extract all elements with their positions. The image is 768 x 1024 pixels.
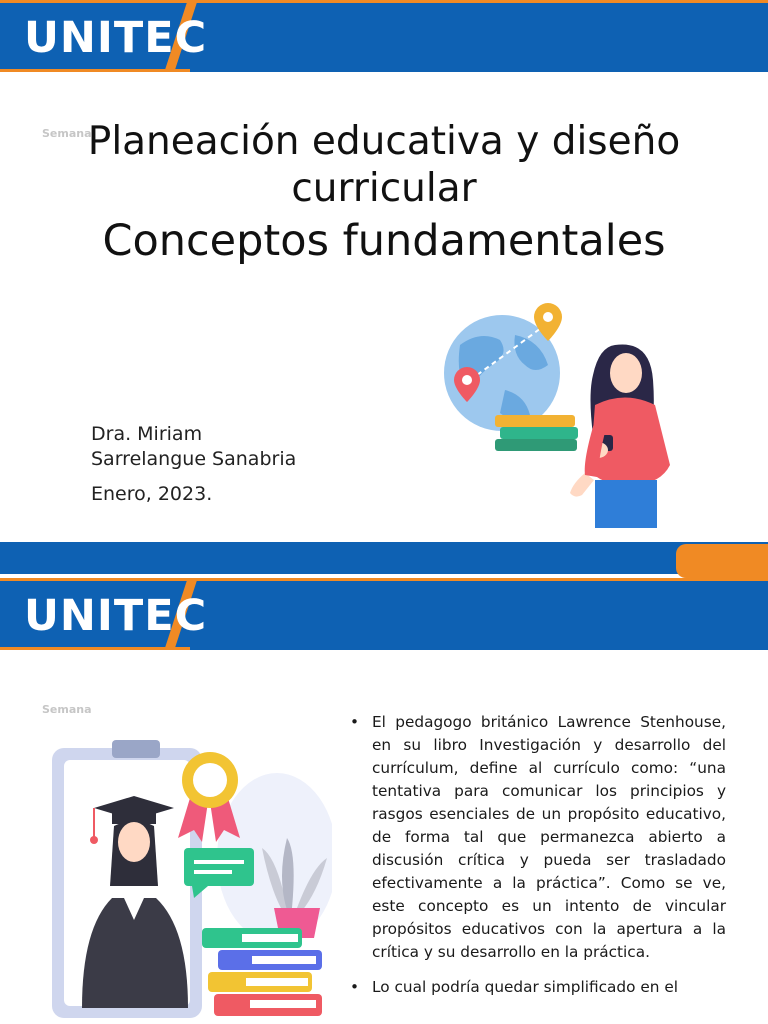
title-line-2: curricular	[291, 166, 477, 211]
presentation-date: Enero, 2023.	[91, 483, 213, 505]
footer-orange-tab	[676, 544, 768, 578]
content-slide	[0, 578, 768, 1024]
author-line-2: Sarrelangue Sanabria	[91, 448, 297, 470]
header-bar	[0, 0, 768, 72]
unitec-logo: UNITEC	[24, 13, 208, 63]
books-icon	[495, 415, 578, 451]
bullet-item	[350, 976, 726, 999]
bullet-list	[350, 711, 726, 1011]
header-top-accent	[0, 578, 768, 581]
header-bottom-accent	[0, 647, 190, 650]
bullet-marker: •	[350, 713, 360, 731]
graduate-certificate-illustration	[42, 738, 332, 1024]
author-line-1: Dra. Miriam	[91, 423, 203, 445]
slide-title	[20, 118, 748, 268]
bullet-marker: •	[350, 978, 360, 996]
bullet-item	[350, 711, 726, 964]
header-bottom-accent	[0, 69, 190, 72]
unitec-logo: UNITEC	[24, 591, 208, 641]
header-top-accent	[0, 0, 768, 3]
bullet-text: Lo cual podría quedar simplificado en el	[372, 978, 678, 996]
woman-with-phone-illustration	[430, 295, 680, 530]
title-line-1: Planeación educativa y diseño	[87, 119, 681, 164]
woman-figure	[570, 344, 670, 528]
header-bar	[0, 578, 768, 650]
footer-bar	[0, 542, 768, 574]
week-watermark: Semana	[42, 127, 92, 140]
bullet-text: El pedagogo británico Lawrence Stenhouse, en su libro Investigación y desarrollo del currículum, define al currículo como: “una tentativa para comunicar los principios y rasgos esenciales de un propósito educativo, de forma tal que permanezca abierto a discusión crítica y pueda ser trasladado efectivamente a la práctica”. Como se ve, este concepto es un intento de vincular propósitos educativos con la apertura a la crítica y su desarrollo en la práctica.	[372, 713, 726, 961]
week-watermark: Semana	[42, 703, 92, 716]
books-icon	[202, 928, 322, 1016]
author-name	[91, 422, 296, 472]
subtitle: Conceptos fundamentales	[102, 216, 666, 266]
